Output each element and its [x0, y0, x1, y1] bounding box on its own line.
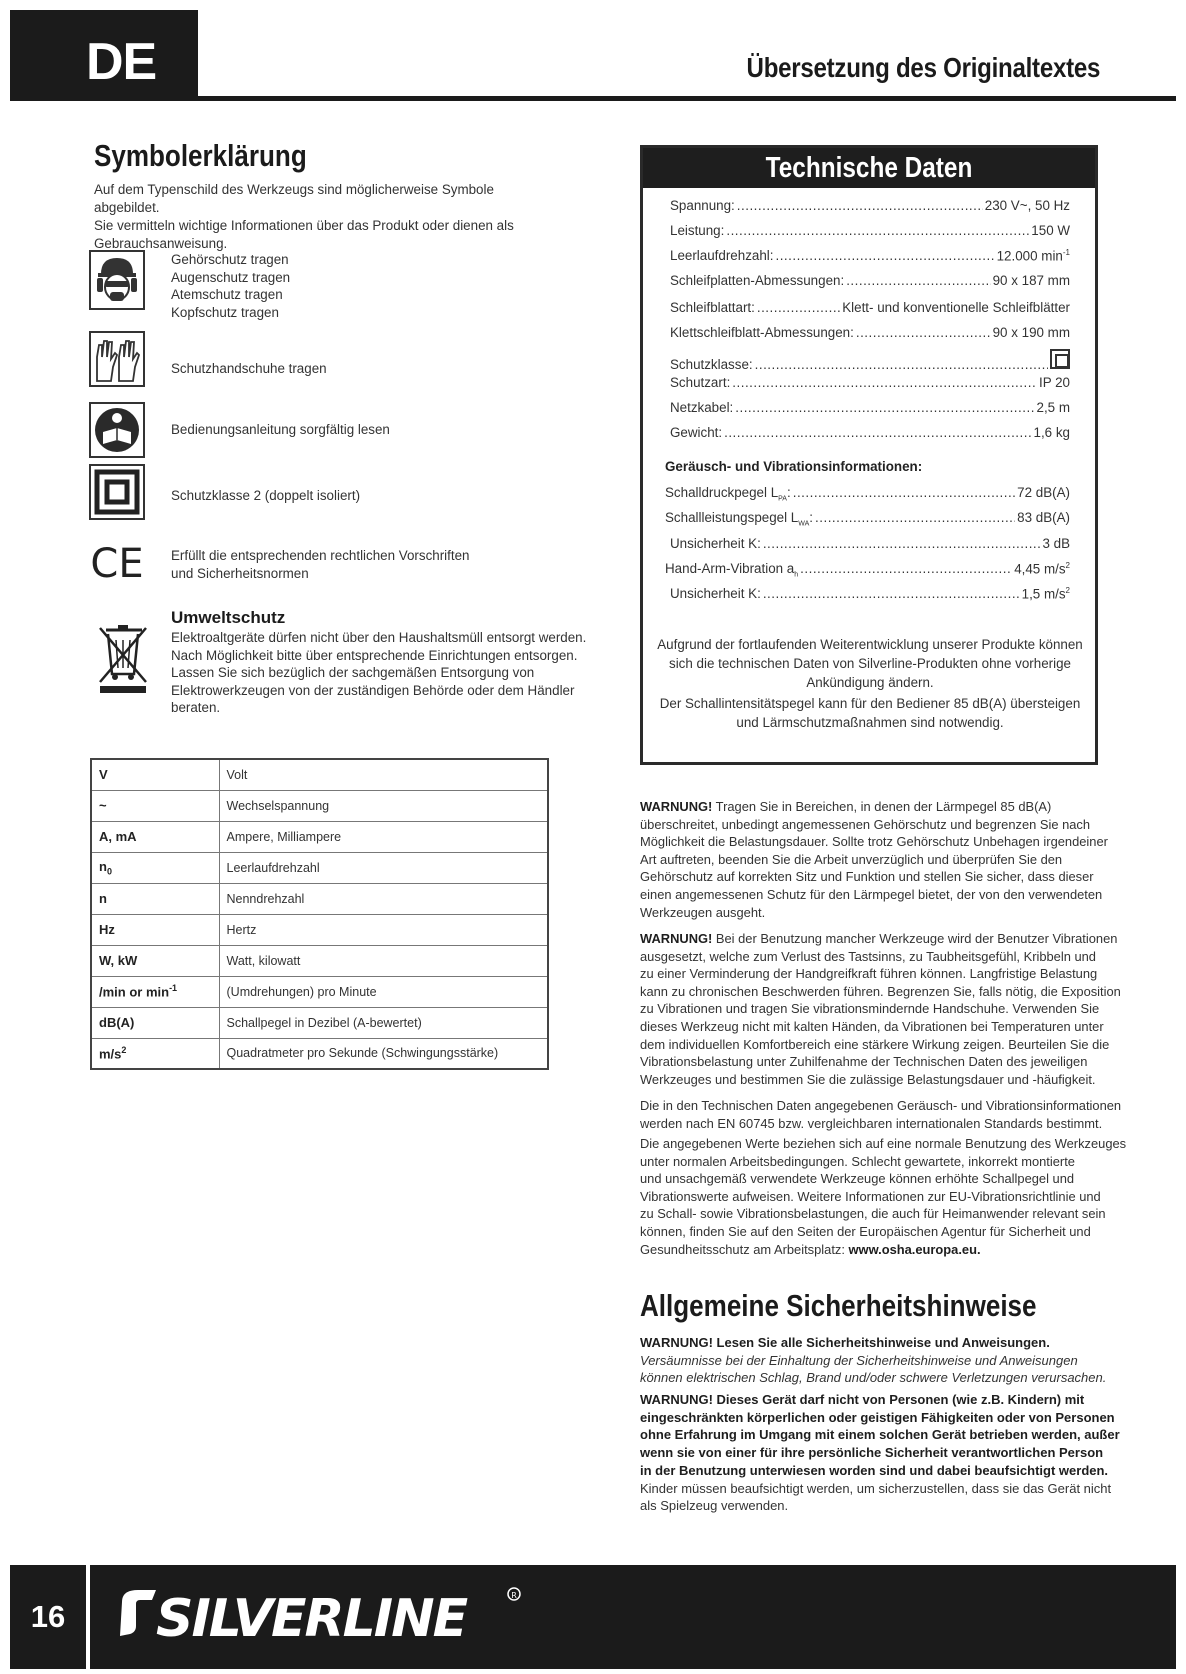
header-rule — [198, 96, 1176, 101]
table-row: W, kW Watt, kilowatt — [91, 945, 548, 976]
weee-bin-icon — [94, 624, 152, 694]
ppe-labels: Gehörschutz tragen Augenschutz tragen Atemschutz tragen Kopfschutz tragen — [171, 252, 291, 320]
protection-class-2-icon — [1050, 349, 1070, 369]
table-row: ~ Wechselspannung — [91, 790, 548, 821]
osha-link[interactable]: www.osha.europa.eu. — [848, 1241, 981, 1257]
spec-row: Schutzklasse: ..... — [670, 349, 1070, 372]
tech-note-noise: Der Schallintensitätspegel kann für den Bediener 85 dB(A) übersteigen und Lärmschutzmaßnahmen sind notwendig. — [659, 696, 1081, 730]
tech-data-box — [640, 145, 1098, 765]
table-row: $n_0$ Leerlaufdrehzahl — [91, 852, 548, 883]
spec-row: Leistung: ..... 150 W — [670, 223, 1070, 238]
symbols-heading: Symbolerklärung — [94, 138, 307, 173]
units-table — [90, 758, 549, 1070]
table-row: dB(A) Schallpegel in Dezibel (A-bewertet) — [91, 1007, 548, 1038]
ce-mark-icon — [89, 540, 145, 584]
svg-text:CE: CE — [90, 541, 144, 584]
spec-row: Schutzart: ..... IP 20 — [670, 375, 1070, 390]
class-2-label: Schutzklasse 2 (doppelt isoliert) — [171, 488, 361, 503]
spec-row: Schleifblattart: ..... Klett- und konventionelle Schleifblätter — [670, 300, 1070, 315]
noise-warning: WARNUNG! Tragen Sie in Bereichen, in denen der Lärmpegel 85 dB(A) überschreitet, unbedingt angemessenen Gehörschutz und begrenzen Sie nach Möglichkeit die Belastungsdauer. Sollte trotz Gehörschutz Unbehagen irgendeiner Art auftreten, beenden Sie die Arbeit unverzüglich und überprüfen Sie den Gehörschutz auf korrekten Sitz und Funktion und stellen Sie sicher, dass dieser einen angemessenen Schutz für den Lärmpegel bietet, der von den verwendeten Werkzeugen ausgeht. — [640, 799, 1108, 920]
values-paragraph: Die angegebenen Werte beziehen sich auf eine normale Benutzung des Werkzeuges unter normalen Arbeitsbedingungen. Schlecht gewartete, inkorrekt montierte und unsachgemäß verwendete Werkzeuge können erhöhte Schallpegel und Vibrationswerte aufweisen. Weitere Informationen zur EU-Vibrationsrichtlinie und zu Schall- sowie Vibrationsbelastungen, die auch für Heimanwender relevant sein können, finden Sie auf den Seiten der Europäischen Agentur für Sicherheit und Gesundheitsschutz am Arbeitsplatz: www.osha.europa.eu. — [640, 1136, 1127, 1257]
svg-text:R: R — [511, 1591, 517, 1600]
tech-note-changes: Aufgrund der fortlaufenden Weiterentwicklung unserer Produkte können sich die technischen Daten von Silverline-Produkten ohne vorherige Ankündigung ändern. — [657, 637, 1083, 690]
page-title: Übersetzung des Originaltextes — [746, 52, 1100, 83]
spec-row: Unsicherheit K: ..... 1,5 $m/s^2$ — [670, 586, 1070, 601]
environment-heading: Umweltschutz — [171, 608, 286, 627]
protection-class-2-icon — [89, 464, 145, 520]
read-manual-label: Bedienungsanleitung sorgfältig lesen — [171, 422, 390, 437]
spec-row: Netzkabel: ..... 2,5 m — [670, 400, 1070, 415]
spec-row: Leerlaufdrehzahl: ..... 12.000 $\min^{-1}$ — [670, 248, 1070, 263]
safety-heading: Allgemeine Sicherheitshinweise — [640, 1288, 1037, 1323]
spec-row: Schallleistungspegel $L_{WA}$: ..... 83 dB(A) — [665, 510, 1070, 528]
gloves-icon — [89, 331, 145, 387]
table-row: V Volt — [91, 759, 548, 790]
safety-warning-2: WARNUNG! Dieses Gerät darf nicht von Personen (wie z.B. Kindern) mit eingeschränkten körperlichen oder geistigen Fähigkeiten oder von Personen ohne Erfahrung im Umgang mit einem solchen Gerät betrieben werden, außer wenn sie von einer für ihre persönliche Sicherheit verantwortlichen Person in der Benutzung unterwiesen worden sind und dabei beaufsichtigt werden. Kinder müssen beaufsichtigt werden, um sicherzustellen, dass sie das Gerät nicht als Spielzeug verwenden. — [640, 1392, 1120, 1514]
spec-row: Unsicherheit K: ..... 3 dB — [670, 536, 1070, 551]
vibration-warning: WARNUNG! Bei der Benutzung mancher Werkzeuge wird der Benutzer Vibrationen ausgesetzt, welche zum Verlust des Tastsinns, zu Taubheitsgefühl, Kribbeln und zu einer Verminderung der Handgreifkraft führen können. Langfristige Belastung kann zu chronischen Beschwerden führen. Begrenzen Sie, falls nötig, die Exposition zu Vibrationen und tragen Sie vibrationsmindernde Handschuhe. Verwenden Sie dieses Werkzeug nicht mit kalten Händen, da Vibrationen bei Temperaturen unter dem individuellen Komfortbereich eine stärkere Wirkung zeigen. Beurteilen Sie die Vibrationsbelastung unter Zuhilfenahme der Technischen Daten des jeweiligen Werkzeuges und bestimmen Sie die zulässige Belastungsdauer und -häufigkeit. — [640, 931, 1121, 1087]
standards-paragraph: Die in den Technischen Daten angegebenen Geräusch- und Vibrationsinformationen werden nach EN 60745 bzw. vergleichbaren internationalen Standards bestimmt. — [640, 1098, 1122, 1131]
tech-data-heading: Technische Daten — [643, 148, 1095, 188]
language-tab: DE — [10, 10, 198, 101]
silverline-logo — [116, 1580, 536, 1650]
gloves-label: Schutzhandschuhe tragen — [171, 361, 327, 376]
ce-label: Erfüllt die entsprechenden rechtlichen Vorschriften und Sicherheitsnormen — [171, 548, 470, 581]
spec-row: Schleifplatten-Abmessungen: ..... 90 x 187 mm — [670, 273, 1070, 288]
table-row: $m/s^2$ Quadratmeter pro Sekunde (Schwingungsstärke) — [91, 1038, 548, 1069]
table-row: A, mA Ampere, Milliampere — [91, 821, 548, 852]
svg-text:SILVERLINE: SILVERLINE — [156, 1589, 467, 1649]
safety-warning-1: WARNUNG! Lesen Sie alle Sicherheitshinweise und Anweisungen. Versäumnisse bei der Einhaltung der Sicherheitshinweise und Anweisungen können elektrischen Schlag, Brand und/oder schwere Verletzungen verursachen. — [640, 1335, 1107, 1386]
noise-vibration-heading: Geräusch- und Vibrationsinformationen: — [665, 459, 923, 474]
read-manual-icon — [89, 402, 145, 458]
spec-row: Klettschleifblatt-Abmessungen: ..... 90 x 190 mm — [670, 325, 1070, 340]
spec-row: Hand-Arm-Vibration $a_h$ ..... 4,45 $m/s^2$ — [665, 561, 1070, 579]
spec-row: Spannung: ..... 230 V~, 50 Hz — [670, 198, 1070, 213]
page-number: 16 — [10, 1565, 90, 1669]
table-row: Hz Hertz — [91, 914, 548, 945]
symbols-intro: Auf dem Typenschild des Werkzeugs sind möglicherweise Symbole abgebildet. Sie vermitteln wichtige Informationen über das Produkt oder dienen als Gebrauchsanweisung. — [94, 182, 514, 251]
table-row: /min or $\min^{-1}$ (Umdrehungen) pro Minute — [91, 976, 548, 1007]
spec-row: Gewicht: ..... 1,6 kg — [670, 425, 1070, 440]
table-row: n Nenndrehzahl — [91, 883, 548, 914]
ppe-head-icon — [89, 250, 145, 310]
environment-text: Elektroaltgeräte dürfen nicht über den Haushaltsmüll entsorgt werden. Nach Möglichkeit bitte über entsprechende Einrichtungen entsorgen. Lassen Sie sich bezüglich der sachgemäßen Entsorgung von Elektrowerkzeugen von der zuständigen Behörde oder dem Händler beraten. — [171, 630, 587, 715]
spec-row: Schalldruckpegel $L_{PA}$: ..... 72 dB(A) — [665, 485, 1070, 503]
